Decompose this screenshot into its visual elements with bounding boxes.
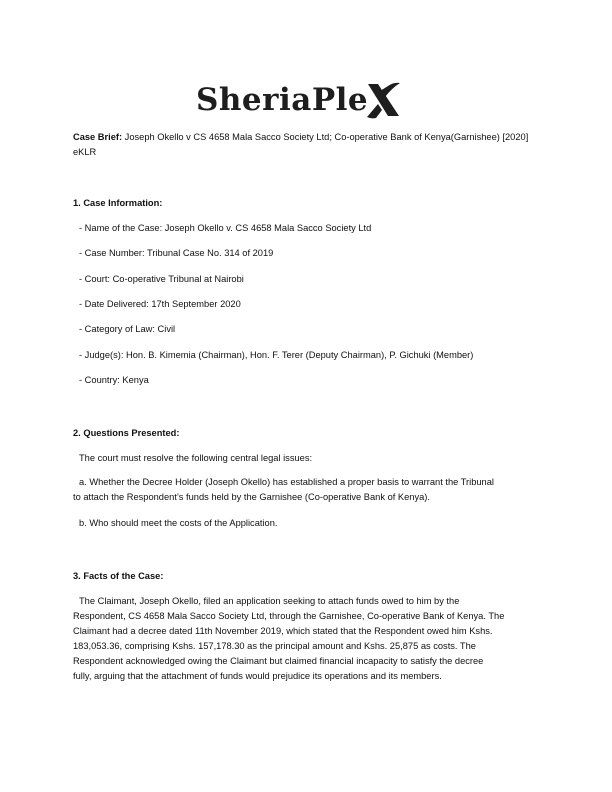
question-a-line-2: to attach the Respondent’s funds held by the Garnishee (Co-operative Bank of Kenya).	[73, 492, 430, 502]
case-info-category: - Category of Law: Civil	[79, 324, 176, 334]
facts-paragraph	[73, 594, 543, 684]
question-a	[73, 475, 543, 505]
section-1-heading: 1. Case Information:	[73, 198, 163, 208]
logo-text: SheriaPle	[196, 82, 369, 118]
facts-line: Respondent, CS 4658 Mala Sacco Society Ltd, through the Garnishee, Co-operative Bank of Kenya. The	[73, 611, 505, 621]
questions-intro: The court must resolve the following central legal issues:	[79, 453, 313, 463]
section-3-heading: 3. Facts of the Case:	[73, 571, 164, 581]
facts-line: 183,053.36, comprising Kshs. 157,178.30 as the principal amount and Kshs. 25,875 as costs. The	[73, 641, 476, 651]
case-info-number: - Case Number: Tribunal Case No. 314 of 2019	[79, 248, 274, 258]
case-info-judges: - Judge(s): Hon. B. Kimemia (Chairman), Hon. F. Terer (Deputy Chairman), P. Gichuki (Member)	[79, 350, 474, 360]
case-brief	[73, 130, 543, 160]
question-a-line-1: a. Whether the Decree Holder (Joseph Okello) has established a proper basis to warrant the Tribunal	[79, 477, 494, 487]
sheriaplex-logo	[196, 76, 426, 124]
case-info-court: - Court: Co-operative Tribunal at Nairobi	[79, 274, 244, 284]
facts-line: Claimant had a decree dated 11th November 2019, which stated that the Respondent owed him Kshs.	[73, 626, 493, 636]
question-b: b. Who should meet the costs of the Application.	[79, 518, 278, 528]
case-info-date: - Date Delivered: 17th September 2020	[79, 299, 241, 309]
case-brief-title: Joseph Okello v CS 4658 Mala Sacco Society Ltd; Co-operative Bank of Kenya(Garnishee) [2020] eKLR	[73, 132, 529, 157]
case-info-country: - Country: Kenya	[79, 375, 149, 385]
facts-line: Respondent acknowledged owing the Claimant but claimed financial incapacity to satisfy the decree	[73, 656, 484, 666]
x-mark-icon	[366, 80, 400, 120]
case-info-name: - Name of the Case: Joseph Okello v. CS 4658 Mala Sacco Society Ltd	[79, 223, 372, 233]
case-brief-label: Case Brief:	[73, 132, 123, 142]
facts-line: The Claimant, Joseph Okello, filed an application seeking to attach funds owed to him by the	[79, 596, 460, 606]
section-2-heading: 2. Questions Presented:	[73, 428, 180, 438]
facts-line: fully, arguing that the attachment of funds would prejudice its operations and its members.	[73, 671, 442, 681]
